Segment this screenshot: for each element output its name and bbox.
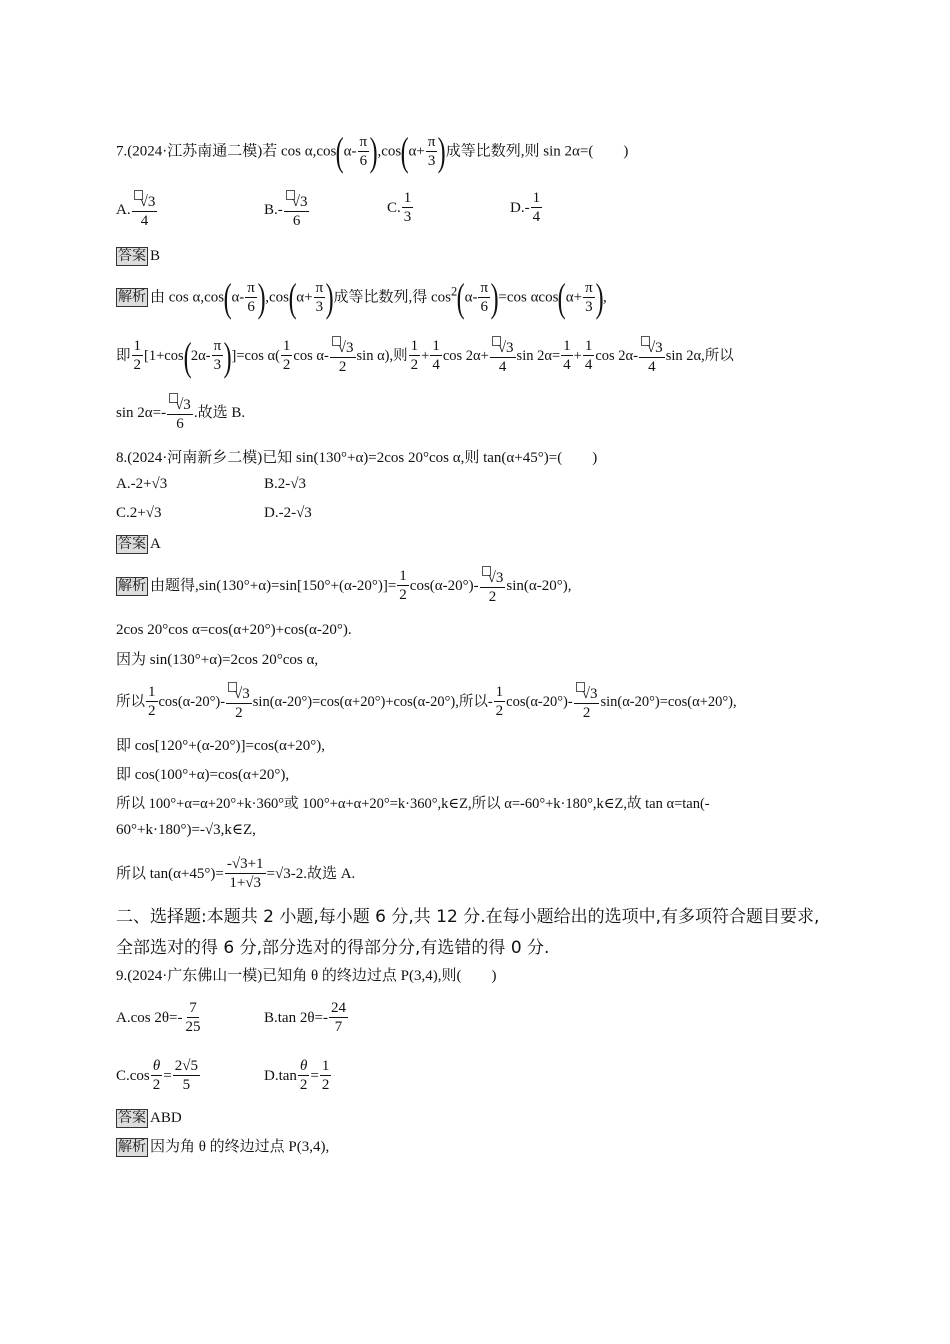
q8-analysis-line3: 因为 sin(130°+α)=2cos 20°cos α, — [116, 652, 319, 668]
section-title: 二、选择题:本题共 2 小题,每小题 6 分,共 12 分.在每小题给出的选项中,有多项符合题目要求,全部选对的得 6 分,部分选对的得部分分,有选错的得 0 分. — [116, 907, 820, 958]
q8-analysis-line7: 所以 100°+α=α+20°+k·360°或 100°+α+α+20°=k·360°,k∈Z,所以 α=-60°+k·180°,k∈Z,故 tan α=tan(- — [116, 796, 710, 812]
q8-option-d: D.-2-√3 — [264, 505, 312, 521]
q8-analysis-line5: 即 cos[120°+(α-20°)]=cos(α+20°), — [116, 738, 326, 754]
q8-analysis-line2: 2cos 20°cos α=cos(α+20°)+cos(α-20°). — [116, 622, 352, 638]
q8-analysis-line9: 所以 tan(α+45°)= $\frac{-√3+1}{1+√3}$ =√3-2.故选 A. — [116, 856, 356, 891]
q8-option-b: B.2-√3 — [264, 476, 306, 492]
q8-option-c: C.2+√3 — [116, 505, 162, 521]
q9-option-d: D.tan $\frac{\theta}{2}$ = $\frac{1}{2}$ — [264, 1058, 330, 1093]
q7-option-b: B.- $\frac{√3}{6}$ — [264, 190, 310, 231]
q8-answer: 答案 A — [118, 536, 161, 552]
q8-analysis-line8: 60°+k·180°)=-√3,k∈Z, — [116, 822, 256, 838]
q9-option-a: A.cos 2θ=- $\frac{7}{25}$ — [116, 1000, 201, 1035]
q8-analysis-line1: 解析 由题得,sin(130°+α)=sin[150°+(α-20°)]= $\frac{1}{2}$ cos(α-20°)- $\frac{√3}{2}$ sin(α-20°), — [118, 568, 572, 605]
q9-option-c: C.cos $\frac{\theta}{2}$ = $\frac{2√5}{5}$ — [116, 1058, 198, 1093]
q8-analysis-line6: 即 cos(100°+α)=cos(α+20°), — [116, 767, 290, 783]
q9-analysis: 解析 因为角 θ 的终边过点 P(3,4), — [118, 1139, 330, 1155]
q8-option-a: A.-2+√3 — [116, 476, 168, 492]
q7-analysis-line1: 解析 由 cos α,cos(α- $\frac{\pi}{6}$ ),cos(α+ $\frac{\pi}{3}$ )成等比数列,得 $\cos^2(\alpha-$ $\frac{\pi}{6}$ )=cos αcos(α+ $\frac{\pi}{3}$ ), — [118, 275, 607, 320]
q7-analysis-line2: 即 $\frac{1}{2}$ [1+cos(2α- $\frac{\pi}{3}$ )]=cos α( $\frac{1}{2}$ cos α- $\frac{√3}{2}$ sin α),则 $\frac{1}{2}$ + $\frac{1}{4}$ cos 2α+ $\frac{√3}{4}$ sin 2α= $\frac{1}{4}$ + $\frac{1}{4}$ cos 2α- $\frac{√3}{4}$ sin 2α,所以 — [116, 333, 734, 379]
q7-stem: 7.(2024·江苏南通二模)若 cos α,cos(α- $\frac{\pi}{6}$ ),cos(α+ $\frac{\pi}{3}$ )成等比数列,则 sin 2α=( ) — [116, 129, 629, 174]
q8-stem: 8.(2024·河南新乡二模)已知 sin(130°+α)=2cos 20°cos α,则 tan(α+45°)=( ) — [116, 450, 598, 466]
q9-option-b: B.tan 2θ=- $\frac{24}{7}$ — [264, 1000, 346, 1035]
q8-analysis-line4: 所以 $\frac{1}{2}$ cos(α-20°)- $\frac{√3}{2}$ sin(α-20°)=cos(α+20°)+cos(α-20°),所以- $\frac{1}{2}$ cos(α-20°)- $\frac{√3}{2}$ sin(α-20°)=cos(α+20°), — [116, 684, 737, 721]
q7-option-d: D.- $\frac{1}{4}$ — [510, 190, 541, 225]
q7-option-a: A. $\frac{√3}{4}$ — [116, 190, 158, 231]
q9-answer: 答案 ABD — [118, 1110, 182, 1126]
q7-answer: 答案 B — [118, 248, 161, 264]
q7-option-c: C. $\frac{1}{3}$ — [387, 190, 412, 225]
q7-analysis-line3: sin 2α=- $\frac{√3}{6}$ .故选 B. — [116, 393, 245, 434]
q9-stem: 9.(2024·广东佛山一模)已知角 θ 的终边过点 P(3,4),则( ) — [116, 968, 497, 984]
